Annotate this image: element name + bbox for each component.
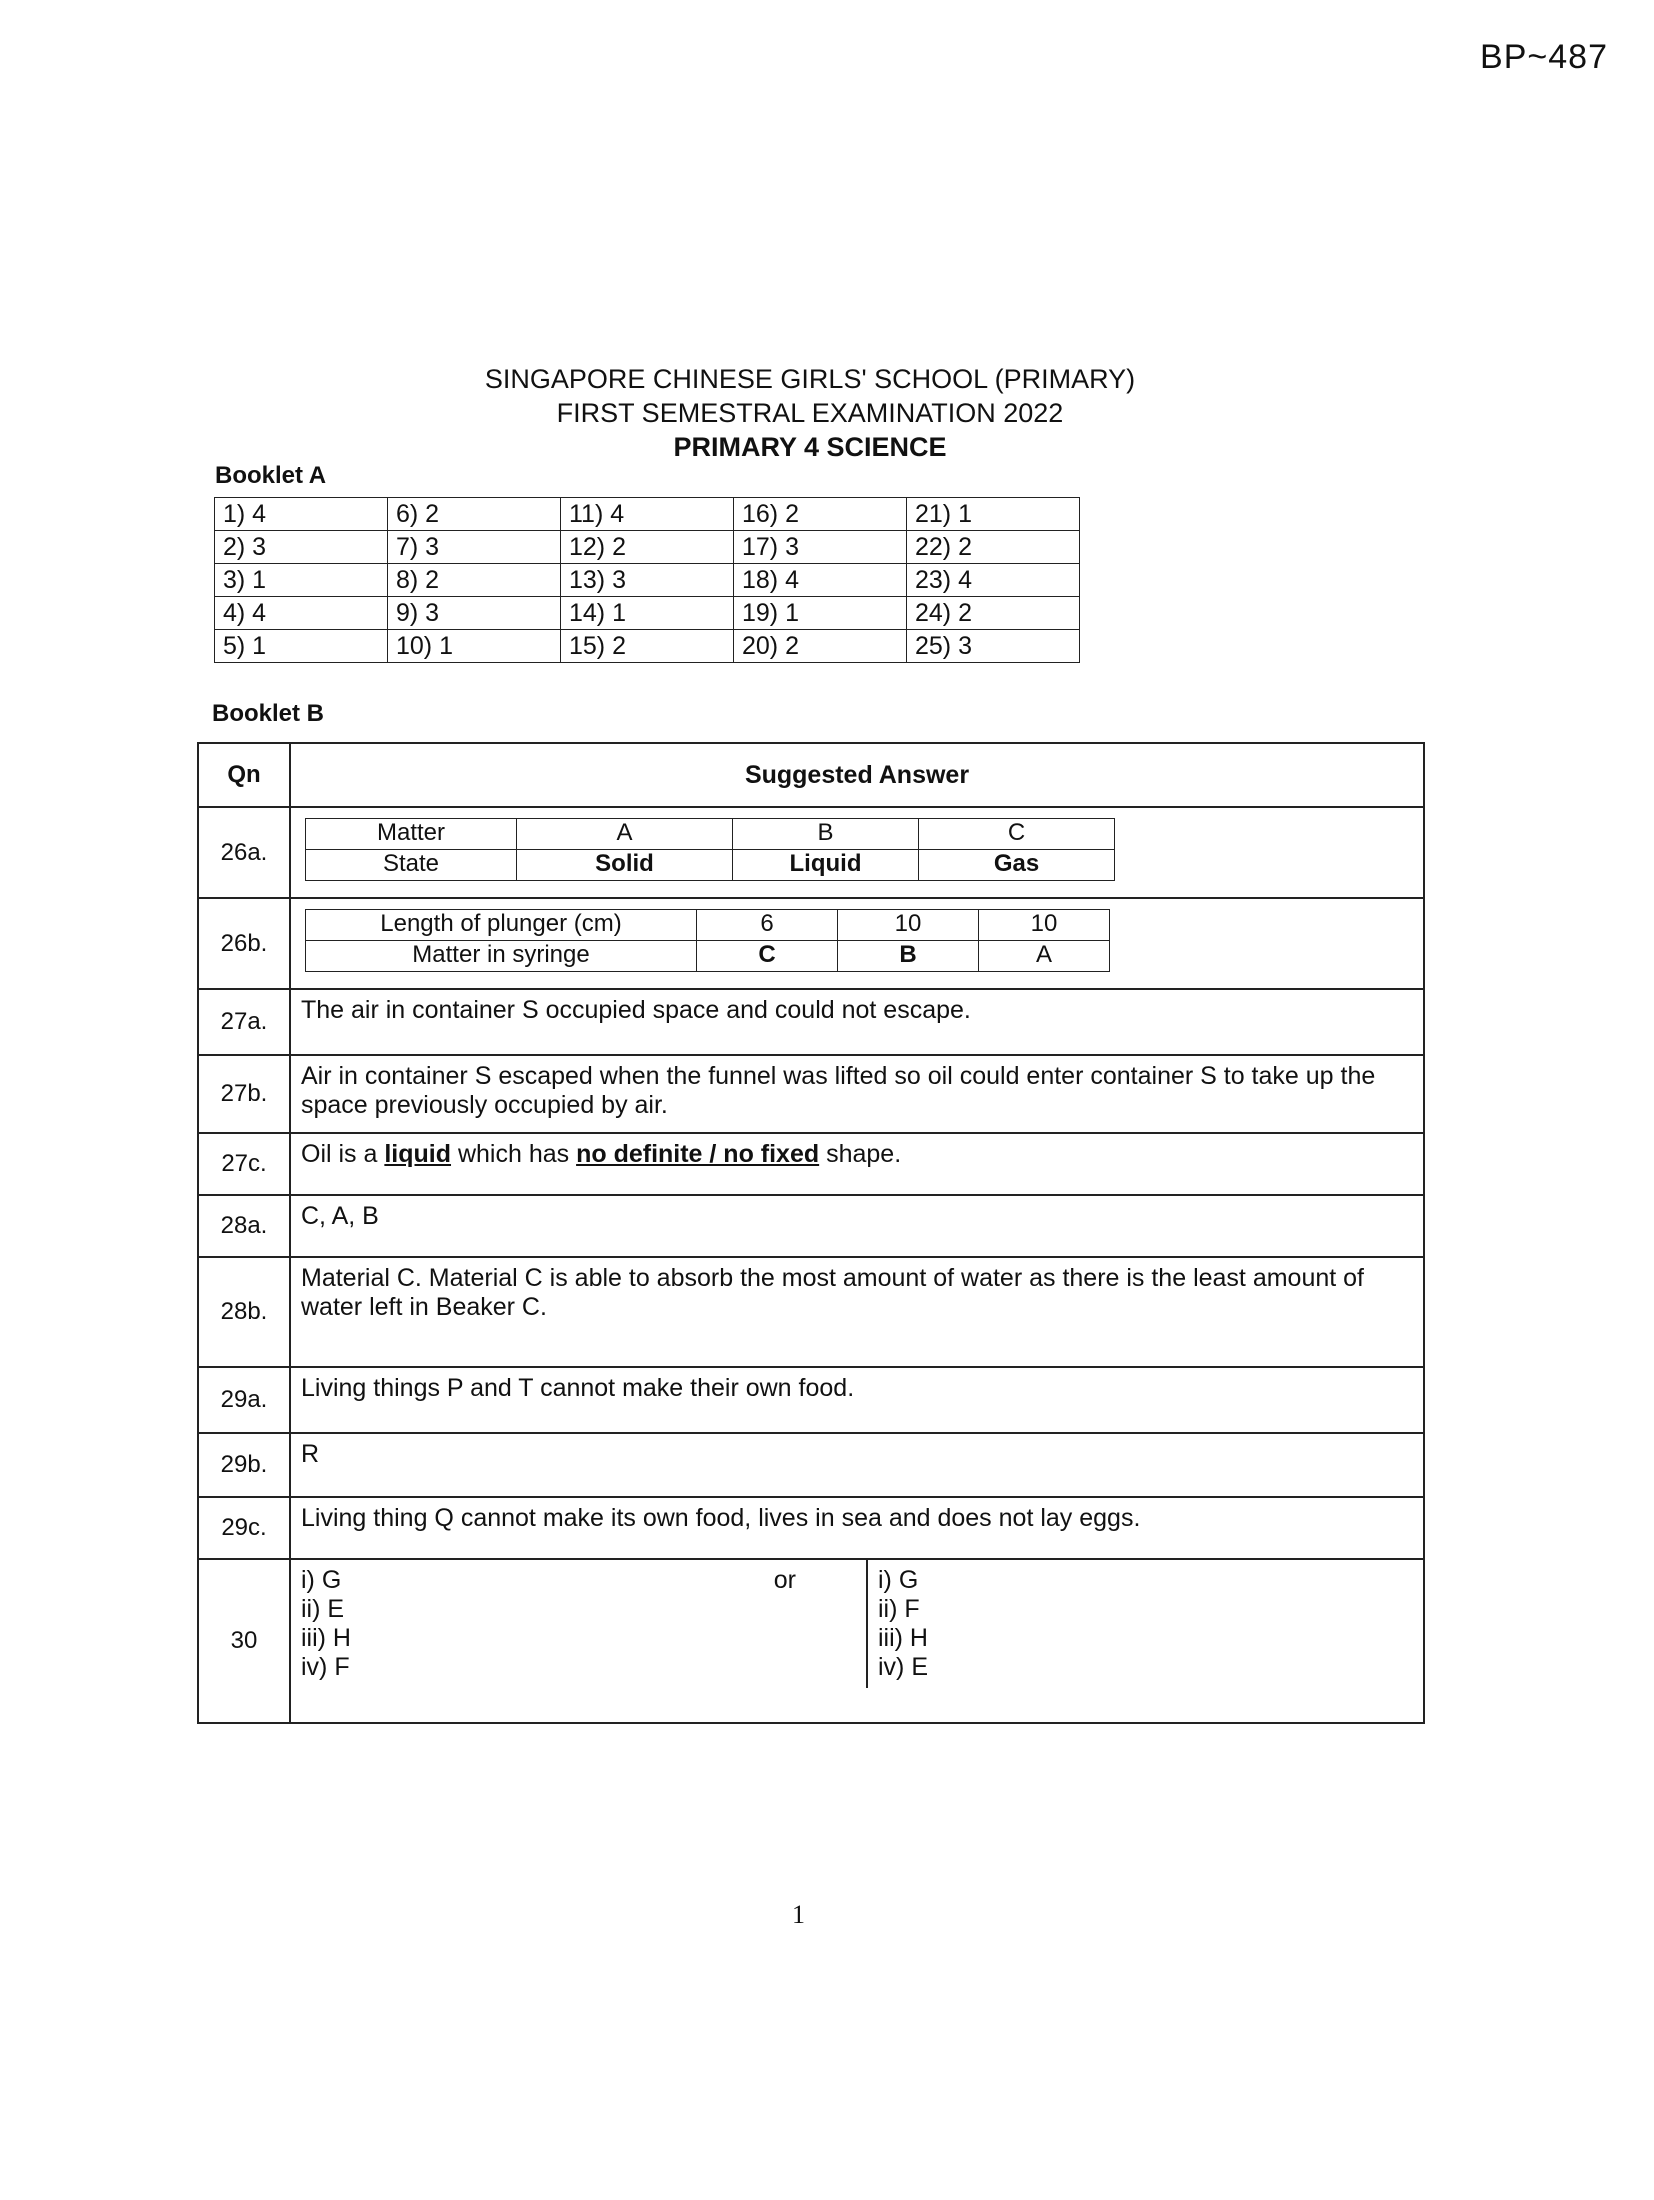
answer-cell: 19) 1 xyxy=(734,597,907,630)
answer-fragment: Oil is a xyxy=(301,1140,385,1168)
document-code: BP~487 xyxy=(1480,38,1608,76)
answer-cell: 21) 1 xyxy=(907,498,1080,531)
list-item: ii) E xyxy=(301,1595,345,1623)
answer-cell: 2) 3 xyxy=(215,531,388,564)
inner-cell: B xyxy=(733,819,919,850)
answer-cell: 20) 2 xyxy=(734,630,907,663)
subject-title: PRIMARY 4 SCIENCE xyxy=(673,432,947,462)
list-item: ii) F xyxy=(878,1595,920,1623)
inner-cell: Matter xyxy=(306,819,517,850)
table-row xyxy=(198,1433,1424,1497)
answer-cell: 23) 4 xyxy=(907,564,1080,597)
answer-cell: 24) 2 xyxy=(907,597,1080,630)
answer-text: The air in container S occupied space and could not escape. xyxy=(290,989,1424,1055)
keyword-underlined: liquid xyxy=(384,1140,452,1168)
answer-cell xyxy=(290,898,1424,989)
table-row xyxy=(215,498,1080,531)
answer-fragment: shape. xyxy=(819,1140,902,1168)
booklet-a-label: Booklet A xyxy=(215,462,327,489)
answer-cell: 16) 2 xyxy=(734,498,907,531)
or-label: or xyxy=(773,1566,796,1594)
table-row xyxy=(306,819,1115,850)
inner-cell: State xyxy=(306,850,517,881)
list-item: iv) E xyxy=(878,1653,928,1681)
answer-cell: 8) 2 xyxy=(388,564,561,597)
question-number: 27c. xyxy=(198,1133,290,1195)
answer-cell: 11) 4 xyxy=(561,498,734,531)
inner-cell: Matter in syringe xyxy=(306,941,697,972)
booklet-b-label: Booklet B xyxy=(212,700,325,727)
answer-cell: 25) 3 xyxy=(907,630,1080,663)
inner-cell: B xyxy=(838,941,979,972)
table-row xyxy=(306,941,1110,972)
inner-cell: A xyxy=(979,941,1110,972)
answer-cell: 17) 3 xyxy=(734,531,907,564)
table-row xyxy=(198,1055,1424,1133)
question-number: 28a. xyxy=(198,1195,290,1257)
answer-cell: 14) 1 xyxy=(561,597,734,630)
answer-text: Living things P and T cannot make their own food. xyxy=(290,1367,1424,1433)
question-number: 29b. xyxy=(198,1433,290,1497)
answer-cell: 18) 4 xyxy=(734,564,907,597)
answer-cell: 3) 1 xyxy=(215,564,388,597)
plunger-table xyxy=(305,909,1110,972)
exam-name: FIRST SEMESTRAL EXAMINATION 2022 xyxy=(556,398,1064,428)
question-number: 26a. xyxy=(198,807,290,898)
answer-text xyxy=(290,1133,1424,1195)
table-row xyxy=(198,1195,1424,1257)
answer-header: Suggested Answer xyxy=(290,743,1424,807)
table-row xyxy=(198,1257,1424,1367)
alternative-answers xyxy=(291,1560,1423,1688)
answer-cell: 5) 1 xyxy=(215,630,388,663)
table-row xyxy=(198,1367,1424,1433)
matter-state-table xyxy=(305,818,1115,881)
answer-cell: 4) 4 xyxy=(215,597,388,630)
answer-text: Air in container S escaped when the funnel was lifted so oil could enter container S to take up the space previously occupied by air. xyxy=(290,1055,1424,1133)
table-row xyxy=(215,630,1080,663)
inner-cell: C xyxy=(919,819,1115,850)
keyword-underlined: no definite / no fixed xyxy=(576,1140,820,1168)
answer-text: C, A, B xyxy=(290,1195,1424,1257)
table-row xyxy=(198,1559,1424,1723)
inner-cell: Gas xyxy=(919,850,1115,881)
page-number: 1 xyxy=(792,1900,805,1929)
question-number: 29c. xyxy=(198,1497,290,1559)
answer-cell: 9) 3 xyxy=(388,597,561,630)
question-number: 27a. xyxy=(198,989,290,1055)
inner-cell: Solid xyxy=(517,850,733,881)
table-row xyxy=(198,807,1424,898)
booklet-b-answer-table xyxy=(197,742,1425,1724)
inner-cell: C xyxy=(697,941,838,972)
question-number: 30 xyxy=(198,1559,290,1723)
answer-cell: 12) 2 xyxy=(561,531,734,564)
answer-cell: 22) 2 xyxy=(907,531,1080,564)
inner-cell: A xyxy=(517,819,733,850)
booklet-a-answer-table xyxy=(214,497,1080,663)
answer-cell: 15) 2 xyxy=(561,630,734,663)
answer-text: R xyxy=(290,1433,1424,1497)
table-row xyxy=(215,531,1080,564)
question-number: 29a. xyxy=(198,1367,290,1433)
inner-cell: Length of plunger (cm) xyxy=(306,910,697,941)
table-row xyxy=(198,989,1424,1055)
table-row xyxy=(198,1133,1424,1195)
table-row xyxy=(215,564,1080,597)
answer-option-2 xyxy=(868,1560,938,1688)
table-row xyxy=(198,898,1424,989)
table-row xyxy=(306,850,1115,881)
qn-header: Qn xyxy=(198,743,290,807)
answer-cell: 10) 1 xyxy=(388,630,561,663)
answer-option-1 xyxy=(291,1560,868,1688)
list-item: iv) F xyxy=(301,1653,350,1681)
list-item: i) G xyxy=(301,1566,342,1594)
answer-text: Material C. Material C is able to absorb the most amount of water as there is the least amount of water left in Beaker C. xyxy=(290,1257,1424,1367)
question-number: 27b. xyxy=(198,1055,290,1133)
inner-cell: 10 xyxy=(979,910,1110,941)
table-header-row xyxy=(198,743,1424,807)
list-item: iii) H xyxy=(301,1624,351,1652)
table-row xyxy=(215,597,1080,630)
list-item: iii) H xyxy=(878,1624,928,1652)
answer-fragment: which has xyxy=(451,1140,577,1168)
inner-cell: Liquid xyxy=(733,850,919,881)
question-number: 28b. xyxy=(198,1257,290,1367)
inner-cell: 10 xyxy=(838,910,979,941)
list-item: i) G xyxy=(878,1566,919,1594)
inner-cell: 6 xyxy=(697,910,838,941)
answer-cell: 6) 2 xyxy=(388,498,561,531)
answer-cell: 1) 4 xyxy=(215,498,388,531)
question-number: 26b. xyxy=(198,898,290,989)
school-name: SINGAPORE CHINESE GIRLS' SCHOOL (PRIMARY) xyxy=(484,364,1136,394)
answer-cell xyxy=(290,807,1424,898)
answer-cell xyxy=(290,1559,1424,1723)
answer-cell: 13) 3 xyxy=(561,564,734,597)
answer-text: Living thing Q cannot make its own food, lives in sea and does not lay eggs. xyxy=(290,1497,1424,1559)
table-row xyxy=(306,910,1110,941)
exam-header xyxy=(440,362,1180,464)
answer-cell: 7) 3 xyxy=(388,531,561,564)
table-row xyxy=(198,1497,1424,1559)
